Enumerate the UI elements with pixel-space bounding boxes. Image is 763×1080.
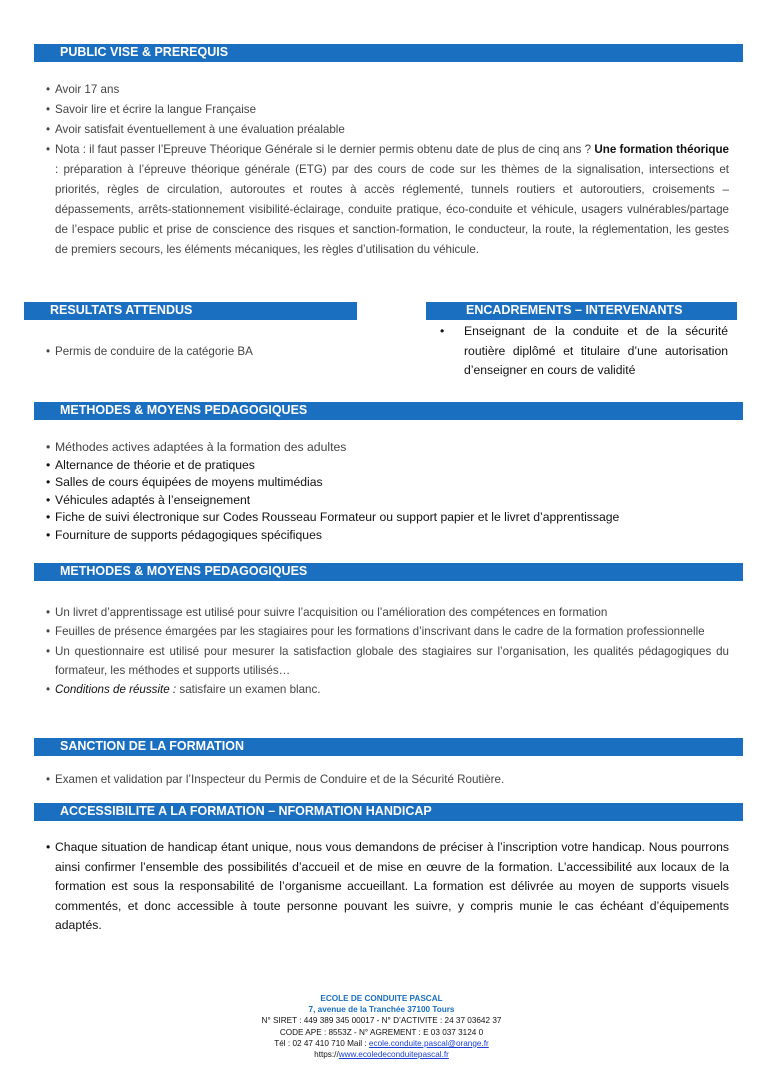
list-item: • Alternance de théorie et de pratiques [46, 457, 736, 475]
resultats-list [46, 342, 346, 362]
encadrements-text: Enseignant de la conduite et de la sécurité routière diplômé et titulaire d’une autorisation d’enseigner en cours de validité [464, 324, 728, 377]
section-header-public [34, 44, 743, 62]
conditions-text: satisfaire un examen blanc. [176, 683, 321, 697]
list-item: • Permis de conduire de la catégorie BA [46, 342, 346, 362]
footer-school-name: ECOLE DE CONDUITE PASCAL [320, 994, 443, 1003]
website-link[interactable]: www.ecoledeconduitepascal.fr [338, 1050, 449, 1060]
sanction-list [46, 770, 729, 790]
list-item: • Salles de cours équipées de moyens multimédias [46, 474, 736, 492]
section-header-encadrements [426, 302, 737, 320]
encadrements-item: • Enseignant de la conduite et de la sécurité routière diplômé et titulaire d’une autorisation d’enseigner en cours de validité [440, 322, 728, 381]
nota-bold: Une formation théorique [594, 143, 729, 156]
public-list [46, 80, 729, 260]
list-item: • Chaque situation de handicap étant unique, nous vous demandons de préciser à l’inscription votre handicap. Nous pourrons ainsi confirmer l’ensemble des possibilités d’accueil et de mise en œuvre de la formation. L’accessibilité aux locaux de la formation est sous la responsabilité de l’organisme accueillant. La formation est délivrée au moyen de supports visuels commentés, et donc accessible à toute personne pouvant les suivre, y compris munie le cas échéant d’équipements adaptés. [46, 838, 729, 936]
web-prefix: https:// [314, 1050, 339, 1060]
section-title: METHODES & MOYENS PEDAGOGIQUES [60, 564, 308, 578]
list-item: • Véhicules adaptés à l’enseignement [46, 492, 736, 510]
list-item: • Avoir 17 ans [46, 80, 729, 100]
methodes1-list [46, 439, 736, 545]
list-item: • Un livret d’apprentissage est utilisé pour suivre l’acquisition ou l’amélioration des compétences en formation [46, 603, 729, 622]
list-item-nota [46, 140, 729, 260]
section-title: METHODES & MOYENS PEDAGOGIQUES [60, 403, 308, 417]
list-item: • Avoir satisfait éventuellement à une évaluation préalable [46, 120, 729, 140]
section-title: ACCESSIBILITE A LA FORMATION – NFORMATION HANDICAP [60, 804, 432, 818]
footer-tel: Tél : 02 47 410 710 Mail : [274, 1038, 369, 1048]
footer-address: 7, avenue de la Tranchée 37100 Tours [308, 1005, 455, 1015]
list-item: • Fourniture de supports pédagogiques spécifiques [46, 527, 736, 545]
list-item: • Un questionnaire est utilisé pour mesurer la satisfaction globale des stagiaires sur l’organisation, les qualités pédagogiques du formateur, les méthodes et supports utilisés… [46, 642, 729, 681]
section-header-accessibilite [34, 803, 743, 821]
list-item: • Feuilles de présence émargées par les stagiaires pour les formations d’inscrivant dans le cadre de la formation professionnelle [46, 622, 729, 641]
footer [0, 993, 763, 1060]
list-item-conditions [46, 680, 729, 699]
section-title: PUBLIC VISE & PREREQUIS [60, 45, 229, 59]
footer-web [0, 1049, 763, 1060]
email-link[interactable]: ecole.conduite.pascal@orange.fr [368, 1038, 489, 1048]
methodes2-list [46, 603, 729, 699]
conditions-label: Conditions de réussite : [55, 683, 177, 697]
footer-contact [0, 1038, 763, 1049]
list-item: • Savoir lire et écrire la langue Française [46, 100, 729, 120]
section-header-methodes-1 [34, 402, 743, 420]
section-header-methodes-2 [34, 563, 743, 581]
section-header-resultats [24, 302, 357, 320]
section-header-sanction [34, 738, 743, 756]
footer-siret: N° SIRET : 449 389 345 00017 - N° D’ACTIVITE : 24 37 03642 37 [261, 1016, 502, 1026]
accessibilite-list [46, 838, 729, 936]
list-item: • Examen et validation par l’Inspecteur du Permis de Conduire et de la Sécurité Routière. [46, 770, 729, 790]
footer-code-ape: CODE APE : 8553Z - N° AGREMENT : E 03 037 3124 0 [279, 1027, 484, 1037]
section-title: SANCTION DE LA FORMATION [60, 739, 245, 753]
nota-text: Nota : il faut passer l’Epreuve Théorique Générale si le dernier permis obtenu date de plus de cinq ans ? [55, 143, 595, 156]
list-item: • Fiche de suivi électronique sur Codes Rousseau Formateur ou support papier et le livret d’apprentissage [46, 509, 736, 527]
section-title: RESULTATS ATTENDUS [50, 303, 193, 317]
section-title: ENCADREMENTS – INTERVENANTS [466, 303, 683, 317]
list-item: • Méthodes actives adaptées à la formation des adultes [46, 439, 736, 457]
nota-rest: : préparation à l’épreuve théorique générale (ETG) par des cours de code sur les thèmes de la signalisation, intersections et priorités, règles de circulation, autoroutes et routes à accès réglementé, tunnels routiers et autoroutiers, croisements – dépassements, arrêts-stationnement visibilité-éclairage, conduite pratique, éco-conduite et véhicule, usagers vulnérables/partage de l’espace public et prise de conscience des risques et sanction-formation, le conducteur, la route, la réglementation, les gestes de premiers secours, les éléments mécaniques, les règles d’utilisation du véhicule. [55, 163, 729, 256]
